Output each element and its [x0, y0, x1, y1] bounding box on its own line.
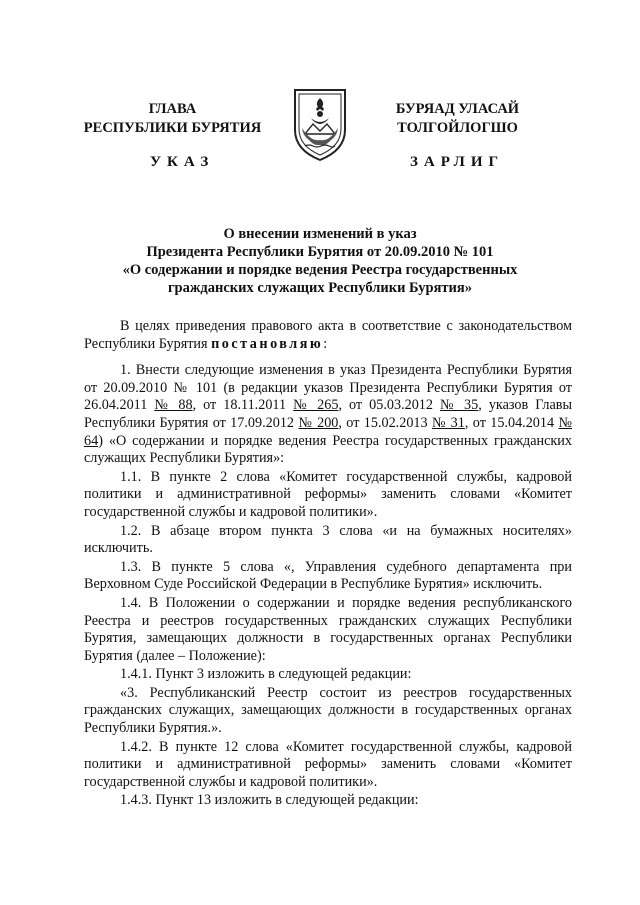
header-right	[360, 100, 555, 138]
paragraph-1	[84, 362, 572, 468]
intro-paragraph: В целях приведения правового акта в соответствие с законодательством Республики Бурятия постановляю:	[84, 318, 572, 352]
coat-of-arms-icon	[291, 84, 349, 162]
document-body	[84, 318, 572, 810]
paragraph-1-2: 1.2. В абзаце втором пункта 3 слова «и на бумажных носителях» исключить.	[84, 522, 572, 557]
header-right-line2: ТОЛГОЙЛОГШО	[397, 120, 518, 136]
title-line: гражданских служащих Республики Бурятия»	[167, 280, 473, 296]
doc-link-64[interactable]: № 64	[84, 414, 572, 449]
title-line: Президента Республики Бурятия от 20.09.2010 № 101	[146, 244, 494, 260]
doc-link-35[interactable]: № 35	[440, 397, 479, 414]
doc-link-265[interactable]: № 265	[293, 397, 339, 414]
p1-text: , от 18.11.2011	[192, 397, 294, 414]
p1-text: ) «О содержании и порядке ведения Реестра государственных гражданских служащих Республики Бурятия»:	[84, 432, 572, 467]
paragraph-1-1: 1.1. В пункте 2 слова «Комитет государственной службы, кадровой политики и административной реформы» заменить словами «Комитет государственной службы и кадровой политики».	[84, 468, 572, 520]
document-type-bua: ЗАРЛИГ	[410, 154, 505, 170]
header-left-line1: ГЛАВА	[148, 101, 197, 117]
intro-text: В целях приведения правового акта в соответствие с законодательством Республики Бурятия	[84, 318, 572, 352]
paragraph-1-4-1-text: «3. Республиканский Реестр состоит из реестров государственных гражданских служащих, замещающих должности в государственных органах Республики Бурятия.».	[84, 684, 572, 737]
doc-link-200[interactable]: № 200	[298, 414, 339, 431]
p1-text: , от 15.04.2014	[464, 414, 559, 431]
p1-text: , от 15.02.2013	[338, 414, 432, 431]
header-right-line1: БУРЯАД УЛАСАЙ	[395, 101, 520, 117]
decree-word: постановляю	[211, 335, 324, 352]
paragraph-1-3: 1.3. В пункте 5 слова «, Управления судебного департамента при Верховном Суде Российской Федерации в Республике Бурятия» исключить.	[84, 558, 572, 593]
doc-link-88[interactable]: № 88	[154, 397, 193, 414]
header-left	[75, 100, 270, 138]
p1-text: , указов Главы Республики Бурятия от 17.09.2012	[84, 397, 572, 431]
title-line: «О содержании и порядке ведения Реестра государственных	[122, 262, 518, 278]
paragraph-1-4: 1.4. В Положении о содержании и порядке ведения республиканского Реестра и реестров государственных гражданских служащих Республики Бурятия, замещающих должности в государственных органах Республики Бурятия (далее – Положение):	[84, 594, 572, 664]
paragraph-1-4-1: 1.4.1. Пункт 3 изложить в следующей редакции:	[120, 666, 412, 683]
paragraph-1-4-3: 1.4.3. Пункт 13 изложить в следующей редакции:	[120, 792, 419, 809]
document-title	[60, 225, 580, 297]
p1-text: , от 05.03.2012	[338, 397, 441, 414]
header-left-line2: РЕСПУБЛИКИ БУРЯТИЯ	[83, 120, 262, 136]
document-type-ru: УКАЗ	[150, 154, 215, 170]
doc-link-31[interactable]: № 31	[431, 414, 465, 431]
title-line: О внесении изменений в указ	[223, 226, 417, 242]
paragraph-1-4-2: 1.4.2. В пункте 12 слова «Комитет государственной службы, кадровой политики и административной реформы» заменить словами «Комитет государственной службы и кадровой политики».	[84, 738, 572, 790]
p1-text: 1. Внести следующие изменения в указ Президента Республики Бурятия от 20.09.2010 № 101 (в редакции указов Президента Республики Бурятия от 26.04.2011	[84, 362, 572, 414]
